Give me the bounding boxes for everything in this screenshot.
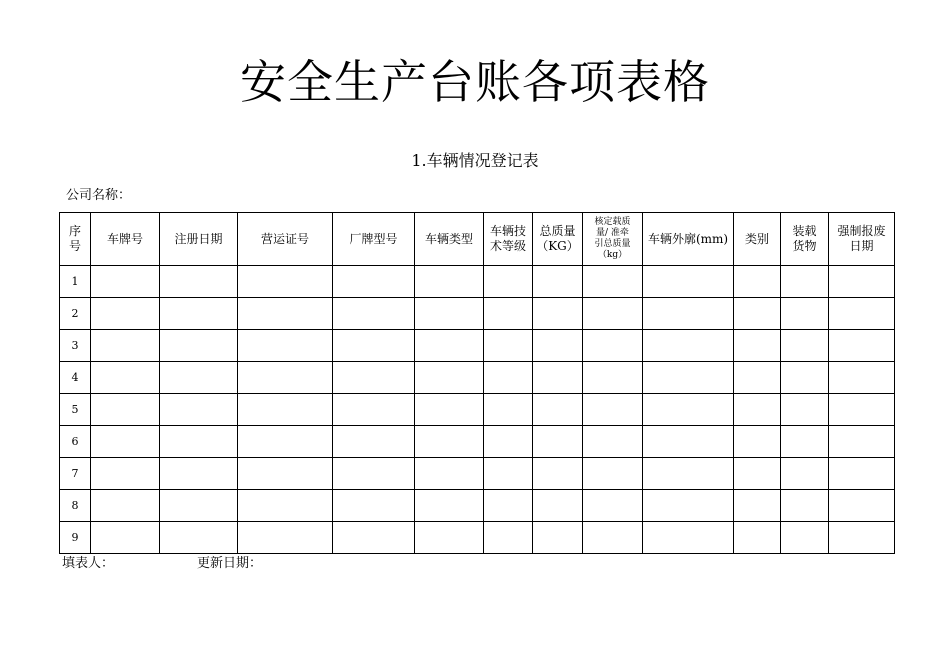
table-cell[interactable]	[91, 490, 160, 522]
table-cell[interactable]	[781, 458, 829, 490]
table-cell[interactable]	[533, 522, 583, 554]
table-cell[interactable]	[238, 298, 333, 330]
table-cell[interactable]	[643, 266, 734, 298]
table-cell[interactable]	[160, 490, 238, 522]
header-label: 装载 货物	[792, 224, 817, 253]
table-cell[interactable]	[415, 522, 484, 554]
table-cell[interactable]	[415, 458, 484, 490]
table-body	[60, 266, 895, 554]
table-cell[interactable]	[160, 266, 238, 298]
table-cell[interactable]	[583, 426, 643, 458]
header-cell-total-mass	[533, 213, 583, 266]
header-label: 营运证号	[260, 231, 309, 246]
row-number-cell: 2	[60, 298, 91, 330]
table-cell[interactable]	[160, 362, 238, 394]
row-number-cell: 7	[60, 458, 91, 490]
header-cell-vehicle-type	[415, 213, 484, 266]
table-cell[interactable]	[734, 362, 781, 394]
table-cell[interactable]	[333, 522, 415, 554]
row-number-cell: 8	[60, 490, 91, 522]
table-cell[interactable]	[781, 298, 829, 330]
form-subtitle: 1.车辆情况登记表	[411, 151, 539, 170]
table-cell[interactable]	[415, 426, 484, 458]
table-cell[interactable]	[781, 362, 829, 394]
table-row	[60, 362, 895, 394]
table-cell[interactable]	[91, 522, 160, 554]
table-cell[interactable]	[160, 330, 238, 362]
table-cell[interactable]	[643, 490, 734, 522]
header-label: 车辆技 术等级	[489, 224, 526, 253]
header-label: 序 号	[68, 224, 81, 253]
table-cell[interactable]	[829, 330, 895, 362]
table-cell[interactable]	[583, 522, 643, 554]
table-cell[interactable]	[415, 362, 484, 394]
table-cell[interactable]	[533, 426, 583, 458]
table-cell[interactable]	[643, 458, 734, 490]
table-row	[60, 394, 895, 426]
table-cell[interactable]	[160, 458, 238, 490]
table-cell[interactable]	[533, 458, 583, 490]
table-cell[interactable]	[643, 298, 734, 330]
table-cell[interactable]	[415, 330, 484, 362]
table-cell[interactable]	[781, 522, 829, 554]
table-cell[interactable]	[160, 298, 238, 330]
header-label: 总质量 （KG）	[536, 224, 579, 253]
row-number-cell: 9	[60, 522, 91, 554]
header-label: 类别	[744, 231, 769, 246]
table-cell[interactable]	[533, 298, 583, 330]
table-cell[interactable]	[734, 490, 781, 522]
table-cell[interactable]	[533, 362, 583, 394]
table-cell[interactable]	[583, 490, 643, 522]
table-cell[interactable]	[781, 330, 829, 362]
header-cell-dimensions	[643, 213, 734, 266]
table-cell[interactable]	[734, 394, 781, 426]
table-cell[interactable]	[583, 394, 643, 426]
table-cell[interactable]	[238, 458, 333, 490]
header-label: 注册日期	[174, 231, 223, 246]
header-cell-category	[734, 213, 781, 266]
table-cell[interactable]	[238, 330, 333, 362]
table-cell[interactable]	[829, 458, 895, 490]
table-cell[interactable]	[643, 426, 734, 458]
header-cell-no	[60, 213, 91, 266]
table-cell[interactable]	[333, 426, 415, 458]
table-cell[interactable]	[91, 426, 160, 458]
table-cell[interactable]	[91, 330, 160, 362]
table-row	[60, 458, 895, 490]
table-cell[interactable]	[238, 522, 333, 554]
table-cell[interactable]	[91, 458, 160, 490]
table-cell[interactable]	[238, 266, 333, 298]
table-cell[interactable]	[734, 522, 781, 554]
table-cell[interactable]	[333, 330, 415, 362]
header-label: 厂牌型号	[349, 231, 398, 246]
header-label: 车辆外廓(mm)	[647, 231, 729, 246]
header-cell-reg-date	[160, 213, 238, 266]
table-cell[interactable]	[583, 298, 643, 330]
table-cell[interactable]	[238, 490, 333, 522]
table-cell[interactable]	[734, 266, 781, 298]
table-cell[interactable]	[484, 298, 533, 330]
table-cell[interactable]	[333, 458, 415, 490]
table-cell[interactable]	[734, 426, 781, 458]
table-row	[60, 426, 895, 458]
table-cell[interactable]	[781, 266, 829, 298]
table-cell[interactable]	[484, 362, 533, 394]
table-cell[interactable]	[91, 362, 160, 394]
table-cell[interactable]	[643, 330, 734, 362]
row-number-cell: 1	[60, 266, 91, 298]
table-cell[interactable]	[533, 394, 583, 426]
table-cell[interactable]	[533, 330, 583, 362]
table-cell[interactable]	[829, 266, 895, 298]
table-cell[interactable]	[333, 266, 415, 298]
table-cell[interactable]	[484, 490, 533, 522]
table-cell[interactable]	[533, 266, 583, 298]
table-cell[interactable]	[734, 298, 781, 330]
header-cell-tech-grade	[484, 213, 533, 266]
table-cell[interactable]	[91, 298, 160, 330]
company-name-label: 公司名称：	[66, 188, 132, 203]
table-row	[60, 266, 895, 298]
vehicle-register-table	[59, 212, 895, 554]
table-cell[interactable]	[238, 426, 333, 458]
table-row	[60, 522, 895, 554]
table-cell[interactable]	[333, 298, 415, 330]
header-cell-model	[333, 213, 415, 266]
table-cell[interactable]	[238, 362, 333, 394]
header-cell-scrap-date	[829, 213, 895, 266]
table-cell[interactable]	[484, 458, 533, 490]
table-cell[interactable]	[91, 394, 160, 426]
header-cell-plate	[91, 213, 160, 266]
table-cell[interactable]	[734, 330, 781, 362]
row-number-cell: 6	[60, 426, 91, 458]
table-cell[interactable]	[643, 394, 734, 426]
table-cell[interactable]	[415, 490, 484, 522]
update-date-label: 更新日期：	[197, 556, 263, 571]
table-cell[interactable]	[333, 394, 415, 426]
row-number-cell: 4	[60, 362, 91, 394]
table-row	[60, 298, 895, 330]
table-cell[interactable]	[533, 490, 583, 522]
table-cell[interactable]	[643, 362, 734, 394]
table-cell[interactable]	[829, 426, 895, 458]
header-label: 车牌号	[106, 231, 143, 246]
row-number-cell: 3	[60, 330, 91, 362]
table-cell[interactable]	[238, 394, 333, 426]
table-cell[interactable]	[91, 266, 160, 298]
table-cell[interactable]	[160, 522, 238, 554]
table-cell[interactable]	[484, 330, 533, 362]
table-cell[interactable]	[415, 394, 484, 426]
table-cell[interactable]	[484, 522, 533, 554]
table-cell[interactable]	[583, 362, 643, 394]
table-cell[interactable]	[333, 490, 415, 522]
table-cell[interactable]	[829, 298, 895, 330]
table-cell[interactable]	[583, 458, 643, 490]
row-number-cell: 5	[60, 394, 91, 426]
table-cell[interactable]	[484, 426, 533, 458]
page-title: 安全生产台账各项表格	[240, 55, 710, 109]
header-label: 核定载质 量/ 准牵 引总质量 （kg）	[594, 217, 631, 260]
table-cell[interactable]	[829, 522, 895, 554]
header-cell-cargo	[781, 213, 829, 266]
table-cell[interactable]	[484, 394, 533, 426]
table-cell[interactable]	[829, 362, 895, 394]
header-cell-permit-no	[238, 213, 333, 266]
table-cell[interactable]	[734, 458, 781, 490]
table-cell[interactable]	[415, 298, 484, 330]
table-header-row	[60, 213, 895, 266]
table-cell[interactable]	[333, 362, 415, 394]
table-cell[interactable]	[829, 490, 895, 522]
table-cell[interactable]	[643, 522, 734, 554]
table-cell[interactable]	[781, 490, 829, 522]
table-row	[60, 490, 895, 522]
table-cell[interactable]	[781, 394, 829, 426]
table-cell[interactable]	[160, 394, 238, 426]
table-cell[interactable]	[583, 266, 643, 298]
header-label: 强制报废 日期	[837, 224, 886, 253]
table-cell[interactable]	[781, 426, 829, 458]
table-cell[interactable]	[829, 394, 895, 426]
table-cell[interactable]	[583, 330, 643, 362]
table-cell[interactable]	[160, 426, 238, 458]
header-label: 车辆类型	[424, 231, 473, 246]
header-cell-rated-load	[583, 213, 643, 266]
filler-label: 填表人：	[62, 556, 115, 571]
table-row	[60, 330, 895, 362]
table-cell[interactable]	[484, 266, 533, 298]
table-cell[interactable]	[415, 266, 484, 298]
